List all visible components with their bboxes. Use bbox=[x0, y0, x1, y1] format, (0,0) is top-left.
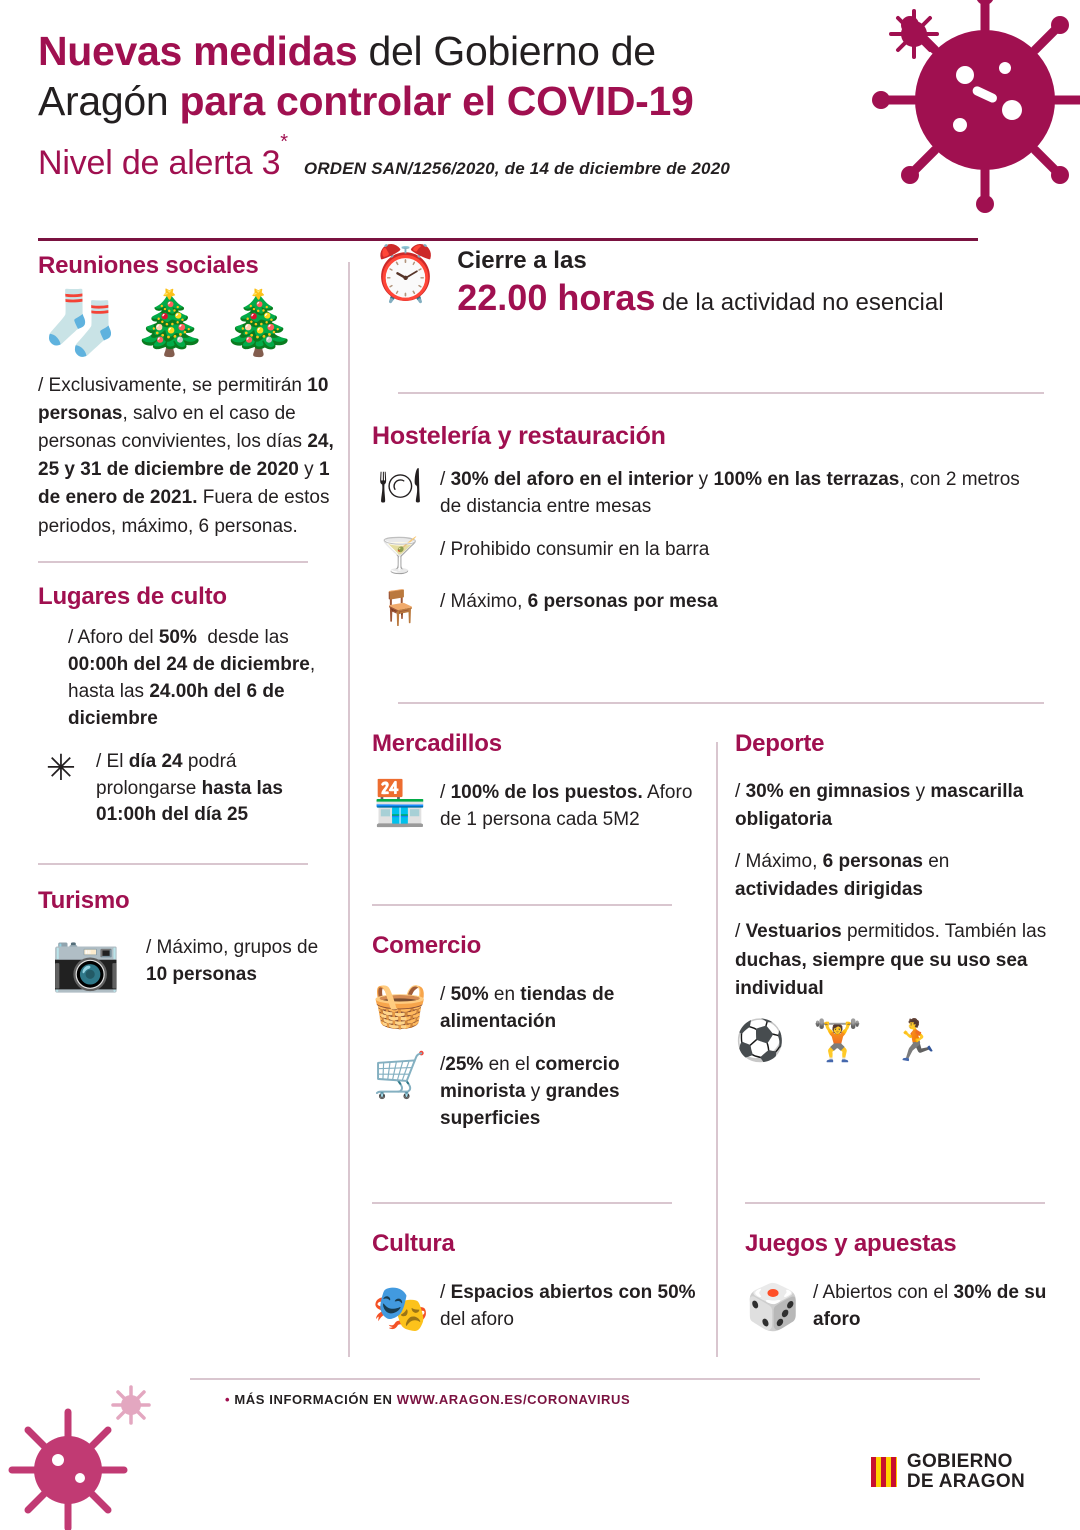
deporte-item-2: / Máximo, 6 personas en actividades dirigidas bbox=[735, 851, 950, 901]
government-logo bbox=[871, 1452, 1025, 1492]
cocktail-icon: 🍸 bbox=[378, 535, 422, 576]
mercadillos-item bbox=[372, 780, 702, 834]
hosteleria-block bbox=[372, 422, 1044, 641]
section-title-mercadillos: Mercadillos bbox=[372, 730, 502, 757]
header-divider bbox=[38, 238, 978, 241]
alert-level-asterisk: * bbox=[280, 130, 288, 153]
footer-bullet: • bbox=[225, 1392, 231, 1407]
hosteleria-item-3-text: / Máximo, 6 personas por mesa bbox=[440, 590, 718, 612]
section-title-turismo: Turismo bbox=[38, 887, 130, 915]
section-title-hosteleria: Hostelería y restauración bbox=[372, 422, 666, 450]
title-part-1: Nuevas medidas bbox=[38, 28, 358, 74]
comercio-item-1-text: / 50% en tiendas de alimentación bbox=[440, 984, 615, 1032]
hosteleria-item-3 bbox=[372, 587, 1044, 628]
section-title-juegos: Juegos y apuestas bbox=[745, 1230, 957, 1257]
alert-level-text: Nivel de alerta 3 bbox=[38, 144, 281, 183]
column-left bbox=[38, 252, 338, 1007]
football-icon: ⚽ bbox=[735, 1017, 785, 1064]
culto-item-2-text: / El día 24 podrá prolongarse hasta las 01:00h del día 25 bbox=[96, 750, 283, 826]
christmas-icons bbox=[42, 286, 338, 359]
hosteleria-item-2 bbox=[372, 535, 1044, 576]
juegos-block bbox=[745, 1230, 1057, 1350]
market-stall-icon: 🏪 bbox=[372, 778, 428, 829]
section-title-reuniones: Reuniones sociales bbox=[38, 252, 259, 279]
hosteleria-item-2-text: / Prohibido consumir en la barra bbox=[440, 538, 710, 560]
turismo-text: / Máximo, grupos de 10 personas bbox=[146, 937, 319, 986]
header bbox=[38, 26, 918, 183]
deporte-item-1: / 30% en gimnasios y mascarilla obligatoria bbox=[735, 781, 1024, 831]
divider bbox=[372, 1202, 672, 1204]
cultura-block bbox=[372, 1230, 702, 1350]
christmas-bauble-icon: 🎄 bbox=[220, 286, 298, 359]
closing-rest: de la actividad no esencial bbox=[655, 289, 944, 316]
footer-info-label: MÁS INFORMACIÓN EN bbox=[234, 1392, 397, 1407]
gob-line-1: GOBIERNO bbox=[906, 1451, 1013, 1472]
bullet-spacer bbox=[38, 625, 56, 627]
divider bbox=[398, 392, 1044, 394]
title-part-3: Aragón bbox=[38, 78, 180, 125]
column-divider-right bbox=[716, 742, 718, 1357]
culto-item-1-text: / Aforo del 50% desde las 00:00h del 24 de diciembre, hasta las 24.00h del 6 de diciembre bbox=[68, 626, 316, 729]
comercio-block bbox=[372, 932, 702, 1149]
section-title-deporte: Deporte bbox=[735, 730, 825, 757]
culto-item-1 bbox=[38, 625, 338, 733]
hosteleria-item-1 bbox=[372, 467, 1044, 521]
juegos-item bbox=[745, 1280, 1057, 1334]
table-chairs-icon: 🪑 bbox=[378, 587, 422, 628]
column-divider-left bbox=[348, 262, 350, 1357]
turismo-item bbox=[38, 930, 338, 996]
culto-item-2 bbox=[38, 749, 338, 830]
dice-icon: 🎲 bbox=[745, 1281, 801, 1333]
comercio-item-1 bbox=[372, 982, 702, 1036]
page-title bbox=[38, 26, 918, 126]
juegos-text: / Abiertos con el 30% de su aforo bbox=[813, 1282, 1047, 1330]
running-icon: 🏃 bbox=[890, 1017, 941, 1064]
mercadillos-text: / 100% de los puestos. Aforo de 1 persona cada 5M2 bbox=[440, 782, 693, 830]
section-title-cultura: Cultura bbox=[372, 1230, 455, 1257]
title-part-2: del Gobierno de bbox=[357, 28, 656, 74]
hosteleria-item-1-text: / 30% del aforo en el interior y 100% en las terrazas, con 2 metros de distancia entre mesas bbox=[440, 469, 1020, 517]
deporte-block bbox=[735, 730, 1047, 1064]
weightlifting-icon: 🏋 bbox=[812, 1017, 863, 1064]
christmas-tree-icon: 🎄 bbox=[131, 286, 209, 359]
divider bbox=[745, 1202, 1045, 1204]
shopping-cart-icon: 🛒 bbox=[372, 1049, 428, 1101]
sport-icons bbox=[735, 1017, 1047, 1064]
virus-illustration-bottom-left-small bbox=[108, 1382, 154, 1428]
alert-level bbox=[38, 130, 288, 183]
mercadillos-block bbox=[372, 730, 702, 850]
closing-hours: 22.00 horas bbox=[457, 277, 656, 318]
comercio-item-2 bbox=[372, 1049, 702, 1133]
divider bbox=[38, 863, 308, 865]
theatre-masks-icon: 🎭 bbox=[372, 1280, 430, 1335]
closing-time-block bbox=[372, 242, 1044, 319]
deporte-item-3: / Vestuarios permitidos. También las duchas, siempre que su uso sea individual bbox=[735, 921, 1047, 999]
camera-icon: 📷 bbox=[51, 930, 121, 996]
divider bbox=[372, 904, 672, 906]
reuniones-text: / Exclusivamente, se permitirán 10 personas, salvo en el caso de personas convivientes, los días 24, 25 y 31 de diciembre de 2020 y 1 de enero de 2021. Fuera de estos periodos, máximo, 6 personas. bbox=[38, 375, 334, 537]
aragon-flag-icon bbox=[871, 1457, 897, 1487]
shopping-basket-icon: 🧺 bbox=[372, 980, 428, 1031]
title-part-4: para controlar el COVID-19 bbox=[179, 78, 694, 125]
orden-reference: ORDEN SAN/1256/2020, de 14 de diciembre de 2020 bbox=[303, 159, 730, 179]
footer-divider bbox=[190, 1378, 980, 1380]
section-title-comercio: Comercio bbox=[372, 932, 482, 959]
gob-line-2: DE ARAGON bbox=[906, 1470, 1025, 1492]
cultura-text: / Espacios abiertos con 50% del aforo bbox=[440, 1282, 696, 1330]
cultura-item bbox=[372, 1280, 702, 1334]
comercio-item-2-text: /25% en el comercio minorista y grandes superficies bbox=[440, 1053, 620, 1129]
section-title-culto: Lugares de culto bbox=[38, 582, 227, 610]
christmas-stocking-icon: 🧦 bbox=[42, 286, 120, 359]
divider bbox=[38, 561, 308, 563]
food-tray-icon: 🍽 bbox=[378, 466, 422, 506]
alarm-clock-icon: ⏰ bbox=[372, 242, 440, 305]
footer-url[interactable]: WWW.ARAGON.ES/CORONAVIRUS bbox=[396, 1392, 631, 1407]
closing-label: Cierre a las bbox=[457, 247, 587, 274]
divider bbox=[398, 702, 1044, 704]
star-sparkle-icon: ✳ bbox=[45, 747, 77, 789]
footer-info bbox=[225, 1392, 630, 1407]
